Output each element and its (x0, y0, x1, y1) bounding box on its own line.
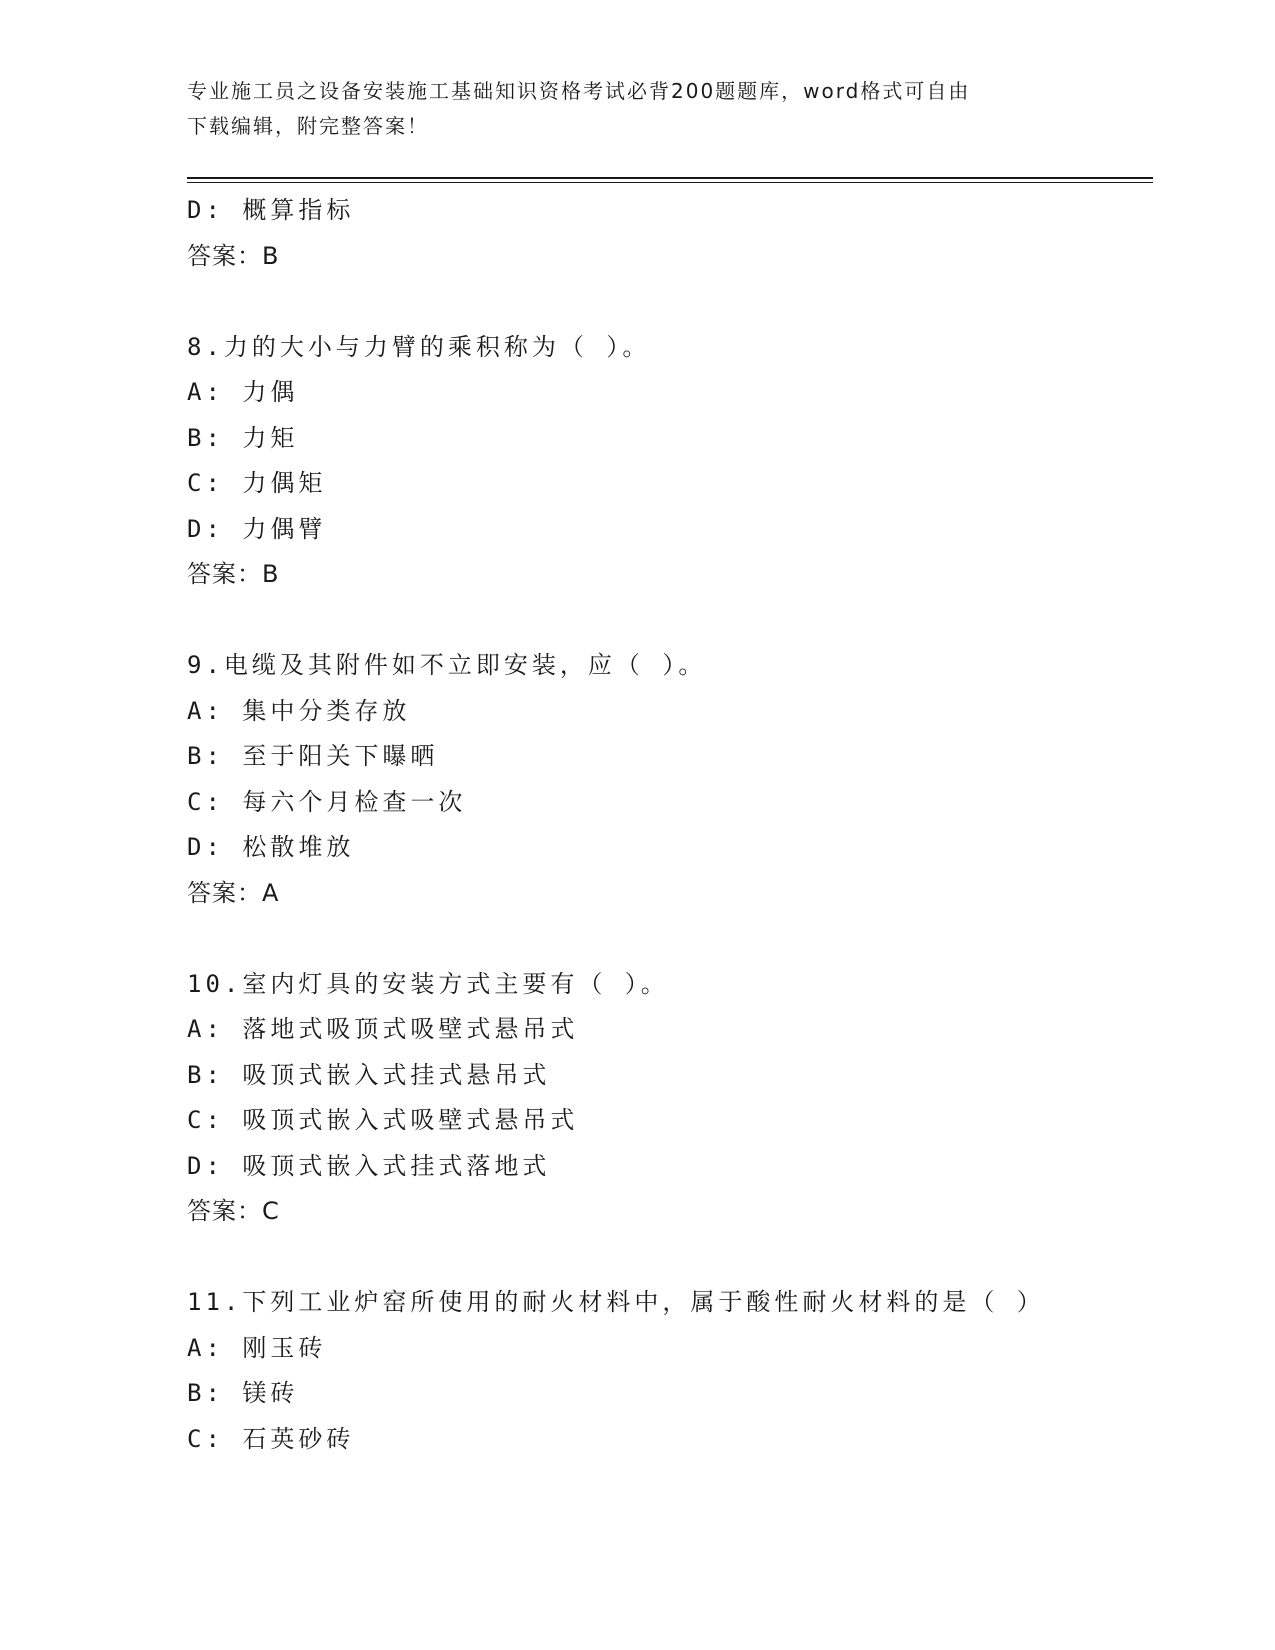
question-text: 8.力的大小与力臂的乘积称为（ ）。 (187, 332, 651, 361)
spacer (187, 916, 1153, 962)
option-c: C: 吸顶式嵌入式吸壁式悬吊式 (187, 1106, 579, 1134)
header-title-line-2: 下载编辑，附完整答案！ (187, 114, 429, 138)
option-a: A: 力偶 (187, 378, 299, 406)
question-list (187, 188, 1153, 1462)
option-a: A: 集中分类存放 (187, 696, 411, 725)
option-c: C: 力偶矩 (187, 469, 327, 497)
option-d: D: 概算指标 (187, 196, 355, 224)
option-b: B: 镁砖 (187, 1379, 299, 1407)
header-title-line-1: 专业施工员之设备安装施工基础知识资格考试必背200题题库，word格式可自由 (187, 79, 971, 103)
spacer (187, 279, 1153, 325)
answer-line: 答案：B (187, 241, 280, 270)
question-text: 9.电缆及其附件如不立即安装，应（ ）。 (187, 651, 707, 679)
option-b: B: 吸顶式嵌入式挂式悬吊式 (187, 1060, 551, 1089)
option-b: B: 力矩 (187, 423, 299, 452)
option-d: D: 松散堆放 (187, 833, 355, 861)
question-block-7 (187, 188, 1153, 279)
option-c: C: 每六个月检查一次 (187, 787, 467, 816)
question-block-11 (187, 1280, 1153, 1462)
option-d: D: 吸顶式嵌入式挂式落地式 (187, 1151, 551, 1180)
header-divider-thick (187, 177, 1153, 179)
question-text: 11.下列工业炉窑所使用的耐火材料中，属于酸性耐火材料的是（ ） (187, 1288, 1045, 1316)
document-header (187, 74, 1087, 144)
option-a: A: 落地式吸顶式吸壁式悬吊式 (187, 1015, 579, 1043)
question-block-8 (187, 325, 1153, 598)
option-a: A: 刚玉砖 (187, 1333, 327, 1362)
spacer (187, 1235, 1153, 1281)
option-d: D: 力偶臂 (187, 514, 327, 543)
spacer (187, 598, 1153, 644)
question-text: 10.室内灯具的安装方式主要有（ ）。 (187, 969, 669, 998)
answer-line: 答案：C (187, 1197, 280, 1225)
answer-line: 答案：A (187, 878, 280, 907)
option-c: C: 石英砂砖 (187, 1424, 355, 1453)
answer-line: 答案：B (187, 560, 280, 588)
question-block-10 (187, 962, 1153, 1235)
option-b: B: 至于阳关下曝晒 (187, 742, 439, 770)
question-block-9 (187, 643, 1153, 916)
header-divider-thin (187, 182, 1153, 183)
